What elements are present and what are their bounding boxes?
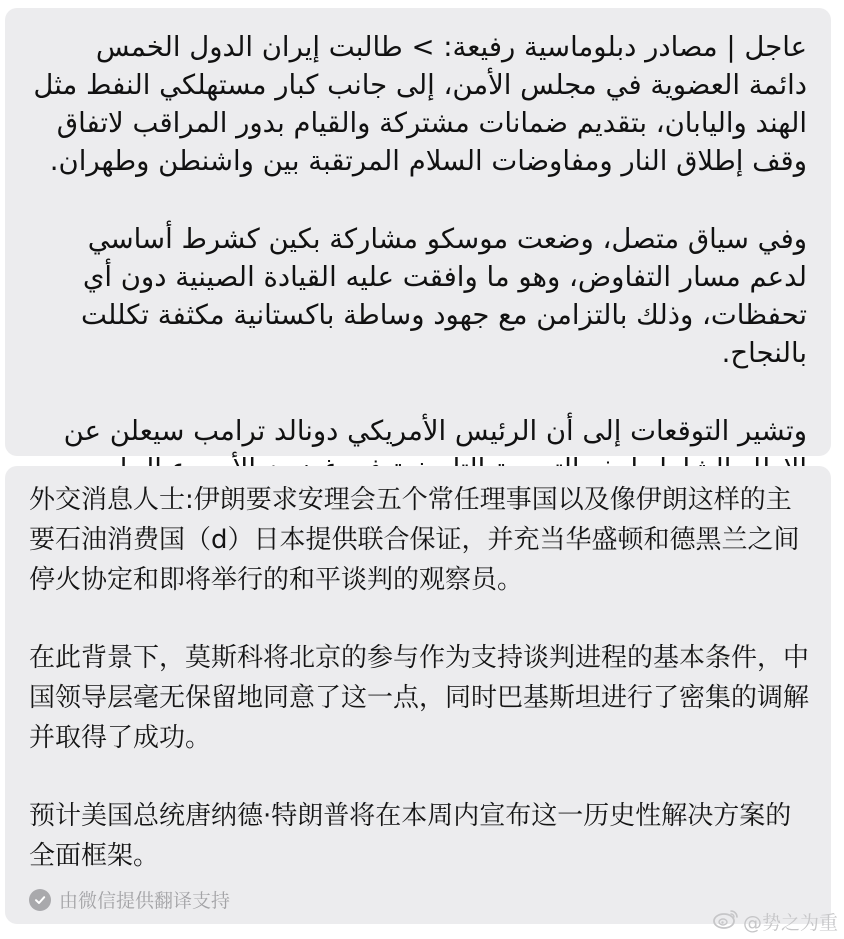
original-paragraph-3: وتشير التوقعات إلى أن الرئيس الأمريكي دونالد ترامب سيعلن عن: [63, 415, 807, 447]
translation-bubble[interactable]: [5, 466, 831, 924]
translation-paragraph-1: 外交消息人士:伊朗要求安理会五个常任理事国以及像伊朗这样的主要石油消费国（d）日本提供联合保证，并充当华盛顿和德黑兰之间停火协定和即将举行的和平谈判的观察员。: [29, 485, 800, 595]
translation-paragraph-3: 预计美国总统唐纳德·特朗普将在本周内宣布这一历史性解决方案的全面框架。: [29, 801, 792, 871]
original-message-text: [29, 28, 807, 488]
weibo-icon: [713, 908, 739, 935]
translation-source-label: 由微信提供翻译支持: [59, 890, 231, 912]
original-message-bubble[interactable]: [5, 8, 831, 456]
watermark-text: @势之为重: [742, 912, 838, 934]
translation-text: [29, 480, 809, 876]
translation-source-footer: [29, 886, 809, 913]
translation-paragraph-2: 在此背景下，莫斯科将北京的参与作为支持谈判进程的基本条件，中国领导层毫无保留地同意了这一点，同时巴基斯坦进行了密集的调解并取得了成功。: [29, 643, 810, 753]
original-paragraph-1: عاجل | مصادر دبلوماسية رفيعة: > طالبت إيران الدول الخمس دائمة العضوية في مجلس الأمن، إلى جانب كبار مستهلكي النفط مثل الهند واليابان، بتقديم ضمانات مشتركة والقيام بدور المراقب لاتفاق وقف إطلاق النار ومفاوضات السلام المرتقبة بين واشنطن وطهران.: [33, 31, 807, 177]
watermark: [713, 908, 838, 935]
original-paragraph-2: وفي سياق متصل، وضعت موسكو مشاركة بكين كشرط أساسي لدعم مسار التفاوض، وهو ما وافقت عليه القيادة الصينية دون أي تحفظات، وذلك بالتزامن مع جهود وساطة باكستانية مكثفة تكللت بالنجاح.: [81, 223, 807, 369]
check-circle-icon: [29, 889, 51, 911]
